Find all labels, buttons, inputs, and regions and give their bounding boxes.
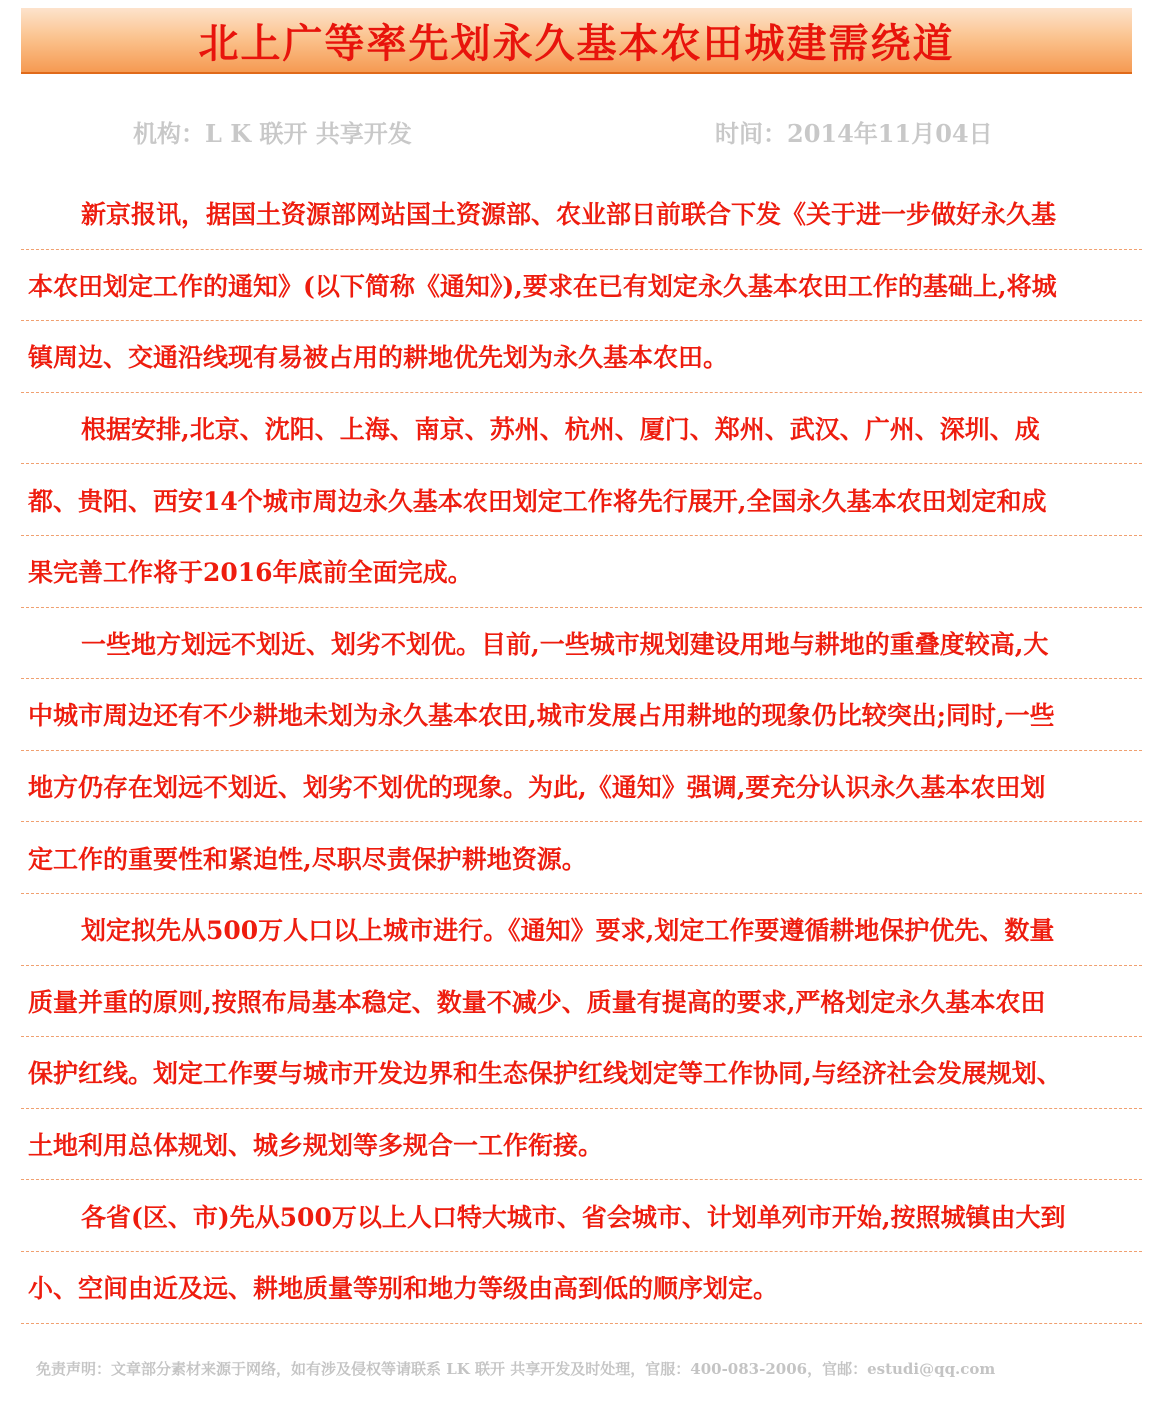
article-line: 一些地方划远不划近、划劣不划优。目前,一些城市规划建设用地与耕地的重叠度较高,大	[21, 608, 1142, 680]
article-line: 土地利用总体规划、城乡规划等多规合一工作衔接。	[21, 1109, 1142, 1181]
article-line: 中城市周边还有不少耕地未划为永久基本农田,城市发展占用耕地的现象仍比较突出;同时,一些	[21, 679, 1142, 751]
article-line: 小、空间由近及远、耕地质量等别和地力等级由高到低的顺序划定。	[21, 1252, 1142, 1324]
disclaimer-footer: 免责声明：文章部分素材来源于网络，如有涉及侵权等请联系 LK 联开 共享开发及时处理，官服：400-083-2006，官邮：estudi@qq.com	[36, 1360, 996, 1378]
article-line: 根据安排,北京、沈阳、上海、南京、苏州、杭州、厦门、郑州、武汉、广州、深圳、成	[21, 393, 1142, 465]
article-line: 划定拟先从500万人口以上城市进行。《通知》要求,划定工作要遵循耕地保护优先、数量	[21, 894, 1142, 966]
article-line: 各省(区、市)先从500万以上人口特大城市、省会城市、计划单列市开始,按照城镇由大到	[21, 1180, 1142, 1252]
article-line: 本农田划定工作的通知》(以下简称《通知》),要求在已有划定永久基本农田工作的基础上,将城	[21, 250, 1142, 322]
article-line: 新京报讯，据国土资源部网站国土资源部、农业部日前联合下发《关于进一步做好永久基	[21, 178, 1142, 250]
article-line: 都、贵阳、西安14个城市周边永久基本农田划定工作将先行展开,全国永久基本农田划定和成	[21, 464, 1142, 536]
org-label: 机构：L K 联开 共享开发	[133, 119, 412, 148]
title-banner	[21, 8, 1132, 74]
article-line: 保护红线。划定工作要与城市开发边界和生态保护红线划定等工作协同,与经济社会发展规划、	[21, 1037, 1142, 1109]
article-line: 质量并重的原则,按照布局基本稳定、数量不减少、质量有提高的要求,严格划定永久基本农田	[21, 966, 1142, 1038]
article-body	[21, 178, 1142, 1324]
publish-time: 时间：2014年11月04日	[715, 119, 993, 148]
article-line: 镇周边、交通沿线现有易被占用的耕地优先划为永久基本农田。	[21, 321, 1142, 393]
article-line: 地方仍存在划远不划近、划劣不划优的现象。为此,《通知》强调,要充分认识永久基本农田划	[21, 751, 1142, 823]
article-line: 定工作的重要性和紧迫性,尽职尽责保护耕地资源。	[21, 822, 1142, 894]
article-line: 果完善工作将于2016年底前全面完成。	[21, 536, 1142, 608]
page-title: 北上广等率先划永久基本农田城建需绕道	[198, 19, 955, 67]
